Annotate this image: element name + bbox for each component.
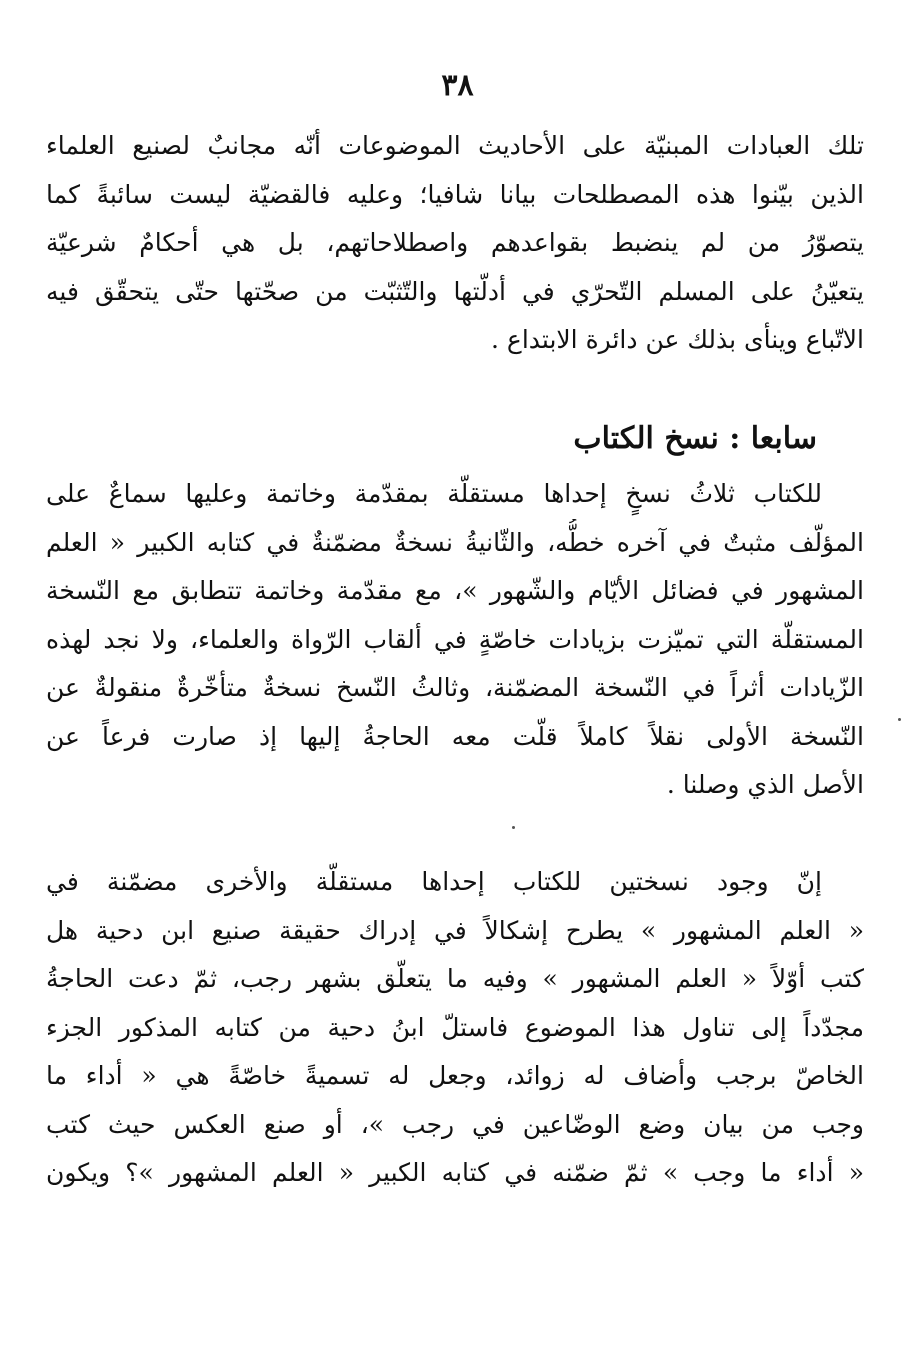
text-line: « العلم المشهور » يطرح إشكالاً في إدراك حقيقة صنيع ابن دحية هل: [46, 915, 864, 945]
text-line: مجدّداً إلى تناول هذا الموضوع فاستلّ ابنُ دحية من كتابه المذكور الجزء: [46, 1012, 864, 1042]
text-line: كتب أوّلاً « العلم المشهور » وفيه ما يتعلّق بشهر رجب، ثمّ دعت الحاجةُ: [46, 964, 864, 993]
text-line: الخاصّ برجب وأضاف له زوائد، وجعل له تسميةً خاصّةً هي « أداء ما: [46, 1061, 864, 1090]
paragraph-1: [46, 122, 864, 365]
text-line: المستقلّة التي تميّزت بزيادات خاصّةٍ في ألقاب الرّواة والعلماء، ولا نجد لهذه: [46, 624, 864, 654]
text-line: الاتّباع وينأى بذلك عن دائرة الابتداع .: [491, 325, 864, 354]
text-line: الذين بيّنوا هذه المصطلحات بيانا شافيا؛ وعليه فالقضيّة ليست سائبةً كما: [46, 179, 864, 209]
text-line: يتصوّرُ من لم ينضبط بقواعدهم واصطلاحاتهم، بل هي أحكامٌ شرعيّة: [46, 228, 864, 257]
text-line: الأصل الذي وصلنا .: [666, 770, 864, 799]
text-line: الزّيادات أثراً في النّسخة المضمّنة، وثالثُ النّسخ نسخةٌ متأخّرةٌ منقولةٌ عن: [46, 673, 864, 702]
scan-speck: [512, 826, 515, 829]
text-line: للكتاب ثلاثُ نسخٍ إحداها مستقلّة بمقدّمة وخاتمة وعليها سماعٌ على: [46, 479, 822, 508]
paragraph-2: [46, 470, 864, 810]
text-line: يتعيّنُ على المسلم التّحرّي في أدلّتها والتّثبّت من صحّتها حتّى يتحقّق فيه: [46, 276, 864, 306]
page-number: ٣٨: [441, 68, 474, 103]
text-line: « أداء ما وجب » ثمّ ضمّنه في كتابه الكبير « العلم المشهور »؟ ويكون: [46, 1158, 864, 1187]
text-line: النّسخة الأولى نقلاً كاملاً قلّت معه الحاجةُ إليها إذ صارت فرعاً عن: [46, 721, 864, 751]
section-heading: سابعا : نسخ الكتاب: [573, 421, 817, 456]
text-line: تلك العبادات المبنيّة على الأحاديث الموضوعات أنّه مجانبٌ لصنيع العلماء: [46, 131, 864, 160]
text-line: إنّ وجود نسختين للكتاب إحداها مستقلّة والأخرى مضمّنة في: [46, 867, 822, 896]
scan-speck: [898, 718, 901, 721]
text-line: المشهور في فضائل الأيّام والشّهور »، مع مقدّمة وخاتمة تتطابق مع النّسخة: [46, 576, 864, 605]
paragraph-3: [46, 858, 864, 1198]
text-line: المؤلّف مثبتٌ في آخره خطُّه، والثّانيةُ نسخةٌ مضمّنةٌ في كتابه الكبير « العلم: [46, 527, 864, 557]
text-line: وجب من بيان وضع الوضّاعين في رجب »، أو صنع العكس حيث كتب: [46, 1109, 864, 1139]
